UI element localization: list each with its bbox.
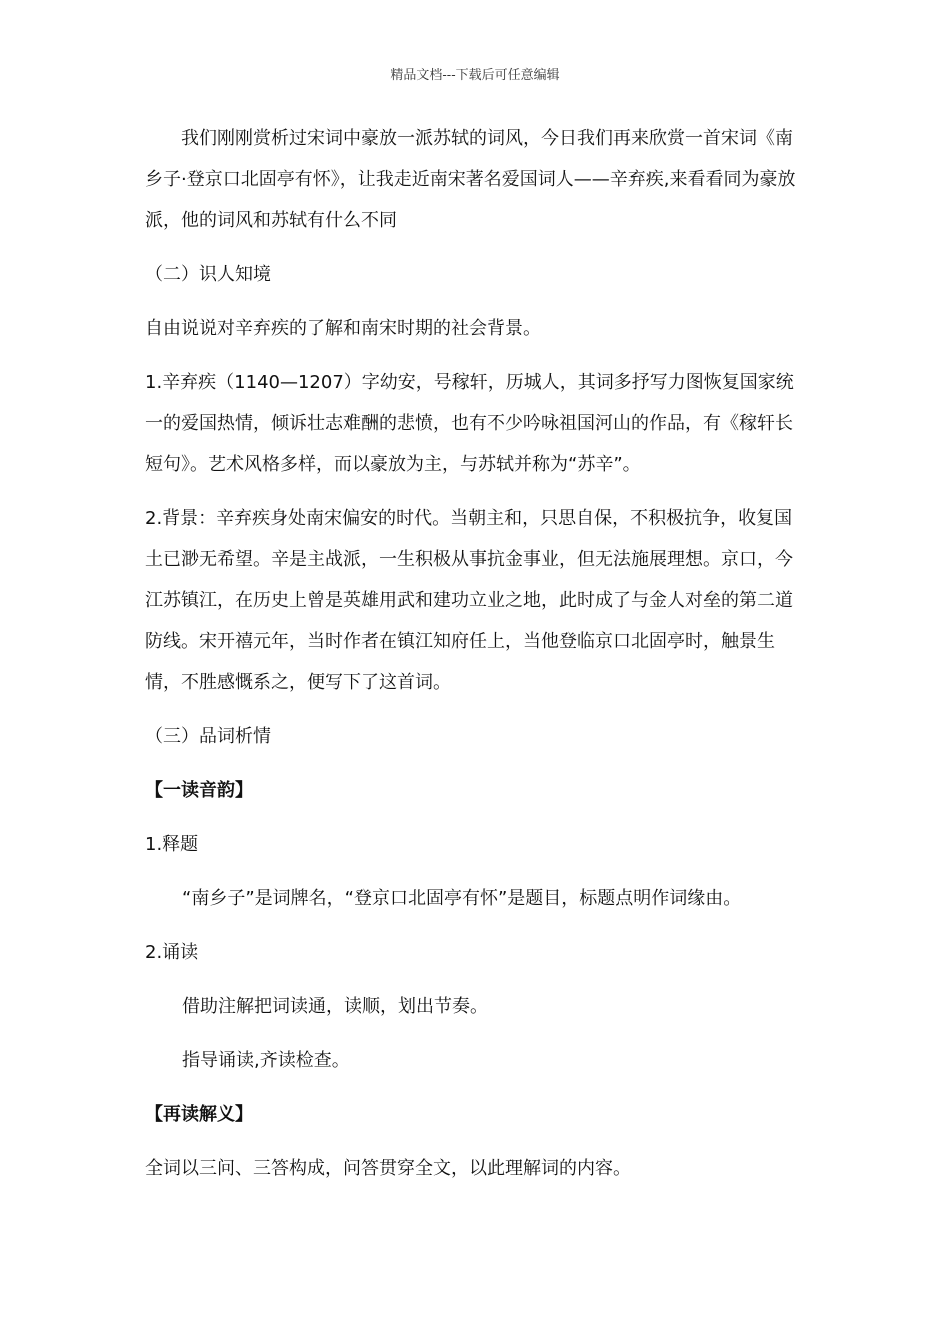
recite-heading: 2.诵读 <box>145 942 199 963</box>
first-reading-title: 【一读音韵】 <box>145 780 253 801</box>
explain-title-text: “南乡子”是词牌名，“登京口北固亭有怀”是题目，标题点明作词缘由。 <box>182 888 742 909</box>
second-reading-text: 全词以三问、三答构成，问答贯穿全文，以此理解词的内容。 <box>145 1158 631 1179</box>
intro-paragraph: 我们刚刚赏析过宋词中豪放一派苏轼的词风，今日我们再来欣赏一首宋词《南乡子·登京口北固亭有怀》，让我走近南宋著名爱国词人——辛弃疾,来看看同为豪放派，他的词风和苏轼有什么不同 <box>145 128 796 231</box>
section-2-prompt: 自由说说对辛弃疾的了解和南宋时期的社会背景。 <box>145 318 541 339</box>
page-header: 精品文档---下载后可任意编辑 <box>390 68 560 83</box>
explain-title-heading: 1.释题 <box>145 834 199 855</box>
bio-paragraph: 1.辛弃疾（1140—1207）字幼安，号稼轩，历城人，其词多抒写力图恢复国家统一的爱国热情，倾诉壮志难酬的悲愤，也有不少吟咏祖国河山的作品，有《稼轩长短句》。艺术风格多样，而以豪放为主，与苏轼并称为“苏辛”。 <box>145 372 794 475</box>
recite-text-1: 借助注解把词读通，读顺，划出节奏。 <box>182 996 488 1017</box>
section-2-title: （二）识人知境 <box>145 264 271 285</box>
background-paragraph: 2.背景：辛弃疾身处南宋偏安的时代。当朝主和，只思自保，不积极抗争，收复国土已渺无希望。辛是主战派，一生积极从事抗金事业，但无法施展理想。京口，今江苏镇江，在历史上曾是英雄用武和建功立业之地，此时成了与金人对垒的第二道防线。宋开禧元年，当时作者在镇江知府任上，当他登临京口北固亭时，触景生情，不胜感慨系之，便写下了这首词。 <box>145 508 793 693</box>
second-reading-title: 【再读解义】 <box>145 1104 253 1125</box>
section-3-title: （三）品词析情 <box>145 726 271 747</box>
document-body <box>145 118 810 1189</box>
recite-text-2: 指导诵读,齐读检查。 <box>182 1050 350 1071</box>
